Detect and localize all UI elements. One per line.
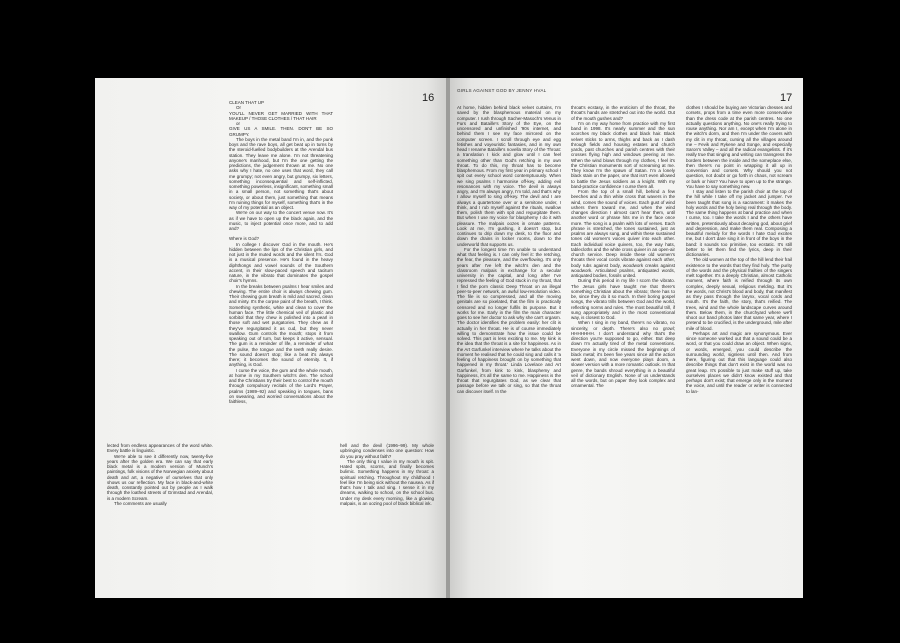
paragraph: During this period in my life I scorn the vibrato. The Jesus girls have taught me that there's something Christian about the vibrato; there has to be, since they do it so much. In their boring gospel songs, the vibrato trills between God and the world, reflecting norms and rules. The most beautiful trill, if sung appropriately and in the most conventional way, is closest to God. [571,278,675,320]
paragraph: I curse the voice, the gum and the whole mouth, at home in my Southern witch's den. The school and the Christians try their best to control the mouth through compulsory recitals of the Lord's Prayer, psalms (1989–92) and speaking in tongues, bans on swearing, and worried conversations about the faithless, [229,367,333,404]
running-head: GIRLS AGAINST GOD BY JENNY HVAL [457,88,547,93]
text-column-right [686,105,792,394]
text-column-left [457,105,561,394]
paragraph: clothes I should be buying are Victorian dresses and corsets, props from a time even more conservative than the dress code at the parish centres. No one actually questions anything. No one's really trying to rouse anything. Nor am I, except when I'm alone in the witch's dorm, and then I'm under the covers with my clit in my throat, cursing all the villages around me – Fevik and Rykene and Songe, and especially Saron's Valley – and all the radical evangelists. If it's really true that singing and writing can transgress the borders between the inside and the someplace else, then there's no point in wrapping it all up in convention and corsets. Why should you not question, not doubt or go forth in chaos, not scream or bark or hiss? You have to open up to the strange. You have to say something new. [686,105,792,189]
paragraph: Perhaps art and magic are synonymous. Ever since someone worked out that a sound could be a word, or that you could draw an object. When signs, or words, emerged, you could describe the surrounding world, signless until then. And from there, figuring out that this language could also describe things that don't exist in the world was no great leap. It's possible to just make stuff up, take ourselves places we didn't know existed and that perhaps don't exist; that emerge only in the moment the voice, and until the reader or writer is connected to lan- [686,330,792,394]
paragraph: In college I discover God in the mouth. He's hidden between the lips of the Christian girls, and not just in the muted words and the silent h's. God is a musical presence. He's found in the heavy diphthongs and vowel sounds of the Southern accent, in their slow-paced speech and taciturn nature, in the vibrato that dominates the gospel choir's hymns. [229,241,333,284]
paragraph: hell and the devil (1996–99). My whole upbringing condenses into one question: How do you pray without faith? [340,443,434,459]
paragraph: throat's ecstasy, in the eroticism of the throat, the throat's hands are stretched out into the world. Out of the mouth gushes and? [571,105,675,121]
paragraph: I'm on my way home from practice with my first band in 1998. It's nearly summer and the sun scorches my black clothes and black hair. Black velvet sticks to arms, thighs and back as I dash through fields and housing estates and church yards, past churches and parish centres with their crosses flying high and windows peering at me. When the wind blows through my clothes, I feel it's the Christian monuments sort of screaming at me. They know I'm the spawn of Satan. I'm a lonely black stain on the paper, one that isn't even allowed to battle the Jesus soldiers as a knight. With my band-practice confidence I curse them all. [571,120,675,189]
book-spread [95,78,803,598]
verse-block [229,100,333,137]
section-heading: Where is God? [229,236,260,242]
text-column-middle [229,100,333,404]
paragraph: lected from endless appearances of the word white. Every battle is linguistic. [107,443,213,454]
paragraph: The boys in the metal band I'm in, and the punk boys and the rave boys, all get beat up in turns by the steroid-fuelled bodybuilders at the Arendal bus station. They leave me alone. I'm not threatening anyone's manhood, but I'm the one getting the predictions, the judgement thrown at me. No one asks why I hate, no one uses that word, they call me grumpy; not even angry, but grumpy, six letters, something inconsequential and self-inflicted, something powerless, insignificant, something small in a small person, not something that's about society, or about them, just something that means I'm ruining things for myself, something that's in the way of my potential as an object. [229,136,333,210]
page-number: 16 [422,92,435,104]
paragraph: At home, hidden behind black velvet curtains, I'm saved by the blasphemous material on my computer. I rush through Sacher-Masoch's Venus in Furs and Bataille's Story of the Eye, on the uncensored and unfinished '90s internet, and behind them I see my face mirrored on the computer screen. I scroll through eye and egg fetishes and voyeuristic fantasies, and in my own head I rename Bataille's novella Story of the Throat: a translation I kick and glow until I can feel something other than God's retching in my own throat. To do this, my throat has to become blasphemous. From my first year in primary school I spit out every school word contemptuously. When we sing psalms I harmonise off-key, adding evil resonances with my voice. The devil is always angry, and I'm always angry, I'm told, and that's why I allow myself to sing off-key. The devil and I are always a quartertone over or a semitone under, I think, and I rub myself against the rituals, swallow them, polish them with spit and regurgitate them. But when I use my voice for blasphemy I do it with pleasure. The malpais oozes in ornate patterns. Look at me, I'm gushing, it doesn't stop, but continues to drip down my desk, to the floor and down the drains in locker rooms, down to the underworld that supports us. [457,105,561,247]
verse-line: Or [236,105,241,111]
paragraph: We're able to see it differently now, twenty-five years after the golden era. We can say that early black metal is a modern version of Munch's paintings, folk visions of the Norwegian anxiety about death and art, a negative of ourselves that only shows us our reflection. My face in black-and-white death, constantly pointed out by people as I walk through the loathed streets of Grimstad and Arendal, is a modern Scream. [107,453,213,501]
paragraph: The comments are usually [114,500,167,506]
paragraph: For the longest time I'm unable to understand what that feeling is. I can only feel it: the retching, the fear, the pleasure, and the overflowing. It's only years after I've left the witch's den and the classroom malpais in exchange for a secular university in the capital, and long after I've repressed the feeling of God stuck in my throat, that I find the porn classic Deep Throat on an illegal peer-to-peer network, an awful low-resolution video. The file is so compressed, and all the moving genitals are so pixelated, that the film is practically censored and no longer fulfils its purpose. But it works for me. Early in the film the main character goes to see her doctor to ask why she can't orgasm. The doctor identifies the problem easily: her clit is actually in her throat. He is of course immediately willing to demonstrate how the issue could be solved. This part is less exciting to me. My kink is the idea that the throat is a site for happiness. As in the Art Garfunkel interview where he talks about the moment he realised that he could sing and calls it 'a feeling of happiness brought on by something that happened in my throat.' Linda Lovelace and Art Garfunkel, from kink to kink, blasphemy and happiness, it's all the same to me. Happiness is the throat that regurgitates God, as we clear that passage before we talk or sing, so that the throat can discover itself. In the [457,246,561,394]
text-column-left [107,443,213,506]
verse-line: CLEAN THAT UP [229,100,265,105]
verse-line: YOU'LL NEVER GET MARRIED WITH THAT MAKEUP / THOSE CLOTHES / THAT HAIR [229,110,333,121]
paragraph: We're on our way to the concert venue now. It's as if we have to open up the black again, and the music, to inject potential once more, and to add and? [229,210,333,231]
text-column-middle [571,105,675,389]
verse-line: or [236,121,241,126]
paragraph: I stay and listen to the parish choir at the top of the hill while I take off my jacket and jumper. I've been taught that song is a sacrament: it makes the holy words and the holy being real through the body. The same thing happens at band practice and when I curse, too. I take the words I and the others have written, pretentiously about decaying god, about grief and depression, and make them real. Composing a beautiful melody for the words I hate God excites me, but I don't dare sing it in front of the boys in the band: it sounds too primitive, too ecstatic. It's still better to let them find the lyrics, deep in their dictionaries. [686,189,792,257]
left-page [95,78,448,598]
verse-line: GIVE US A SMILE. THEN. DON'T BE SO GRUMPY. [229,126,333,137]
paragraph: The old women at the top of the hill lend their frail existence to the words that they find holy. The purity of the words and the physical frailties of the singers melt together. It's a deeply Christian, almost Catholic moment, where faith is reified through its own complex, deeply sexual, religious melding. But it's the words, not Christ's blood and body, that manifest as they pass through the larynx, vocal cords and mouth. It's the faith, the story, that's reified. The trees, wind and the whole landscape curves around them. Below them, in the churchyard where we'll shoot our band photos later that same year, where I pretend to be crucified, is the underground, mile after mile of blood. [686,257,792,331]
paragraph: When I sing in my band, there's no vibrato, no sincerity, or depth. There's also no growl; HHHHHHH. I don't understand why that's the direction you're supposed to go, either. But deep down I'm actually tired of the metal conventions. Everyone in my circle missed the beginnings of black metal; it's been five years since all the action went down, and now everyone plays doom, a slower version with a more romantic outlook. In that genre, the bands shroud everything in a beautiful veil of dictionary English. None of us understands all the words, but on paper they look complex and ornamental. The [571,320,675,389]
right-page [450,78,803,598]
paragraph: From the top of a small hill, behind a few beeches and a thin white cross that wavers in the wind, comes the sound of voices. Each gust of wind ushers them toward me, and when the wind changes direction I almost can't hear them, until another word or phrase hits me in the face once more. The song is a psalm with lots of verses. Each phrase is stretched, the tones sustained, just as psalms are always sung, and within these sustained tones old women's voices quiver into each other. Each individual voice quivers, too, the way hats, tablecloths and the white cross quiver in an open-air church service. Deep inside these old women's throats their vocal cords vibrate against each other, body rubs against body, woodwork creaks against woodwork. Articulated psalms, antiquated words, antiquated bodies, fossils united. [571,189,675,278]
paragraph: The only thing I value in my mouth is spit. Hated spits, scorns, and finally becomes bulimic. Something happens in my throat: a spiritual retching. Throughout my childhood I feel like I'm being sick without the nausea. As if that's how I talk and sing. I sense it in my dreams, walking to school, on the school bus. Under my desk every morning, like a glowing malpais, is an oozing pool of black biblical ink. [340,458,434,506]
page-number: 17 [780,92,793,104]
paragraph: In the breaks between psalms I hear smiles and chewing. The entire choir is always chewing gum. Their chewing gum breath is mild and sacred, clean and minty. It's the corpse paint of the breath, I think. Something synthetic, white and clean to cover the human face. The little chemical veil of plastic and sorbitol that they chew is polished into a pearl in those soft and wet purgatories. They chew as if they've regurgitated it as cud, but they never swallow. Gum controls the mouth; stops it from speaking out of turn, but keeps it active, sensual. The gum is a reminder of life, a reminder of what the pulse, the tongue and the teeth really desire. The sound doesn't stop; like a beat it's always there; it becomes the sound of eternity. It, if anything, is God. [229,283,333,368]
text-column-right [340,443,434,506]
